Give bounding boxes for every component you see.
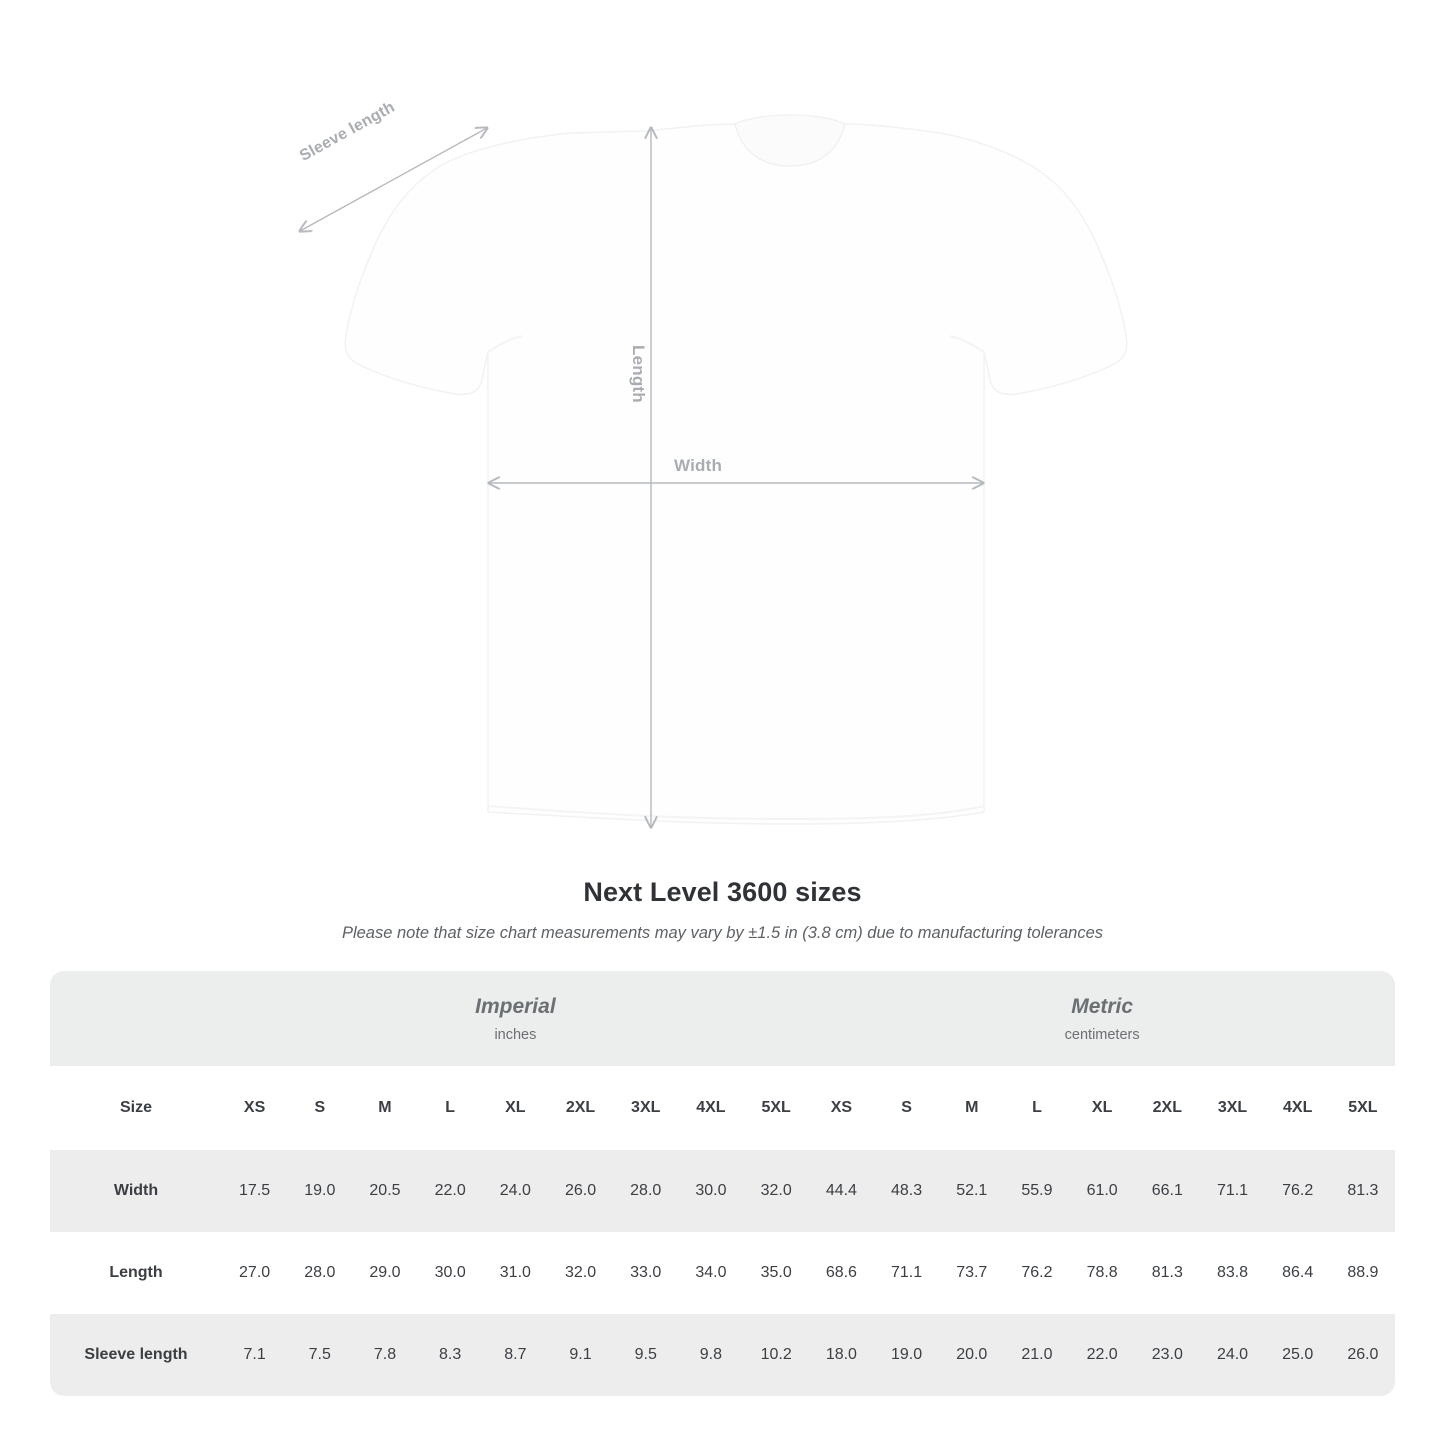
size-cell: L: [418, 1066, 483, 1150]
size-cell: XS: [809, 1066, 874, 1150]
measure-cell: 27.0: [222, 1232, 287, 1314]
measure-cell: 48.3: [874, 1150, 939, 1232]
measure-cell: 86.4: [1265, 1232, 1330, 1314]
measure-cell: 71.1: [874, 1232, 939, 1314]
measure-cell: 28.0: [287, 1232, 352, 1314]
measure-cell: 44.4: [809, 1150, 874, 1232]
sleeve-length-label: Sleeve length: [297, 98, 398, 165]
measure-cell: 8.7: [483, 1314, 548, 1396]
size-cell: 3XL: [613, 1066, 678, 1150]
measure-cell: 19.0: [874, 1314, 939, 1396]
measure-cell: 22.0: [418, 1150, 483, 1232]
size-cell: XL: [1070, 1066, 1135, 1150]
table-row: [50, 1314, 1395, 1396]
measure-cell: 22.0: [1070, 1314, 1135, 1396]
system-header-spacer: [50, 971, 222, 1066]
measure-cell: 76.2: [1004, 1232, 1069, 1314]
measure-cell: 30.0: [678, 1150, 743, 1232]
measure-cell: 20.5: [352, 1150, 417, 1232]
system-metric-name: Metric: [1071, 995, 1134, 1019]
row-label-length: Length: [50, 1232, 222, 1314]
system-imperial: [222, 971, 809, 1066]
row-label-size: Size: [50, 1066, 222, 1150]
row-label-sleeve-length: Sleeve length: [50, 1314, 222, 1396]
size-cell: XS: [222, 1066, 287, 1150]
measure-cell: 18.0: [809, 1314, 874, 1396]
measure-cell: 26.0: [548, 1150, 613, 1232]
system-imperial-name: Imperial: [475, 995, 556, 1019]
measure-cell: 24.0: [1200, 1314, 1265, 1396]
measure-cell: 83.8: [1200, 1232, 1265, 1314]
measure-cell: 29.0: [352, 1232, 417, 1314]
table-row: [50, 1150, 1395, 1232]
measure-cell: 68.6: [809, 1232, 874, 1314]
measure-cell: 8.3: [418, 1314, 483, 1396]
width-label: Width: [674, 456, 723, 475]
size-cell: 4XL: [678, 1066, 743, 1150]
system-metric: [809, 971, 1395, 1066]
measure-cell: 35.0: [744, 1232, 809, 1314]
size-cell: 4XL: [1265, 1066, 1330, 1150]
measure-cell: 7.8: [352, 1314, 417, 1396]
measure-cell: 7.5: [287, 1314, 352, 1396]
measure-cell: 24.0: [483, 1150, 548, 1232]
measure-cell: 31.0: [483, 1232, 548, 1314]
measure-cell: 66.1: [1135, 1150, 1200, 1232]
measure-cell: 78.8: [1070, 1232, 1135, 1314]
measure-cell: 19.0: [287, 1150, 352, 1232]
measure-cell: 33.0: [613, 1232, 678, 1314]
measure-cell: 81.3: [1135, 1232, 1200, 1314]
measure-cell: 23.0: [1135, 1314, 1200, 1396]
measure-cell: 34.0: [678, 1232, 743, 1314]
measure-cell: 30.0: [418, 1232, 483, 1314]
size-cell: 2XL: [1135, 1066, 1200, 1150]
measure-cell: 52.1: [939, 1150, 1004, 1232]
tolerance-note: Please note that size chart measurements may vary by ±1.5 in (3.8 cm) due to manufacturing tolerances: [341, 924, 1104, 942]
heading-block: [0, 877, 1445, 943]
measure-cell: 81.3: [1330, 1150, 1395, 1232]
table-row: [50, 1232, 1395, 1314]
measure-cell: 9.8: [678, 1314, 743, 1396]
size-cell: 5XL: [744, 1066, 809, 1150]
size-cell: L: [1004, 1066, 1069, 1150]
measure-cell: 9.5: [613, 1314, 678, 1396]
size-cell: S: [874, 1066, 939, 1150]
measure-cell: 61.0: [1070, 1150, 1135, 1232]
size-cell: 3XL: [1200, 1066, 1265, 1150]
size-cell: M: [939, 1066, 1004, 1150]
measure-cell: 17.5: [222, 1150, 287, 1232]
system-metric-unit: centimeters: [1064, 1026, 1140, 1043]
measure-cell: 32.0: [744, 1150, 809, 1232]
measure-cell: 7.1: [222, 1314, 287, 1396]
size-header-row: [50, 1066, 1395, 1150]
system-imperial-unit: inches: [494, 1026, 537, 1043]
measure-cell: 20.0: [939, 1314, 1004, 1396]
measure-cell: 88.9: [1330, 1232, 1395, 1314]
system-header-row: [50, 971, 1395, 1066]
measure-cell: 9.1: [548, 1314, 613, 1396]
measure-cell: 76.2: [1265, 1150, 1330, 1232]
shirt-shape: [345, 115, 1127, 824]
row-label-width: Width: [50, 1150, 222, 1232]
measure-cell: 28.0: [613, 1150, 678, 1232]
size-cell: 2XL: [548, 1066, 613, 1150]
size-cell: M: [352, 1066, 417, 1150]
size-cell: 5XL: [1330, 1066, 1395, 1150]
measure-cell: 71.1: [1200, 1150, 1265, 1232]
measure-cell: 55.9: [1004, 1150, 1069, 1232]
size-chart-table: [50, 971, 1395, 1396]
page-title: Next Level 3600 sizes: [583, 877, 862, 907]
measure-cell: 21.0: [1004, 1314, 1069, 1396]
length-label: Length: [629, 345, 648, 403]
measure-cell: 73.7: [939, 1232, 1004, 1314]
measure-cell: 10.2: [744, 1314, 809, 1396]
measure-cell: 25.0: [1265, 1314, 1330, 1396]
measure-cell: 32.0: [548, 1232, 613, 1314]
size-cell: S: [287, 1066, 352, 1150]
measure-cell: 26.0: [1330, 1314, 1395, 1396]
size-cell: XL: [483, 1066, 548, 1150]
